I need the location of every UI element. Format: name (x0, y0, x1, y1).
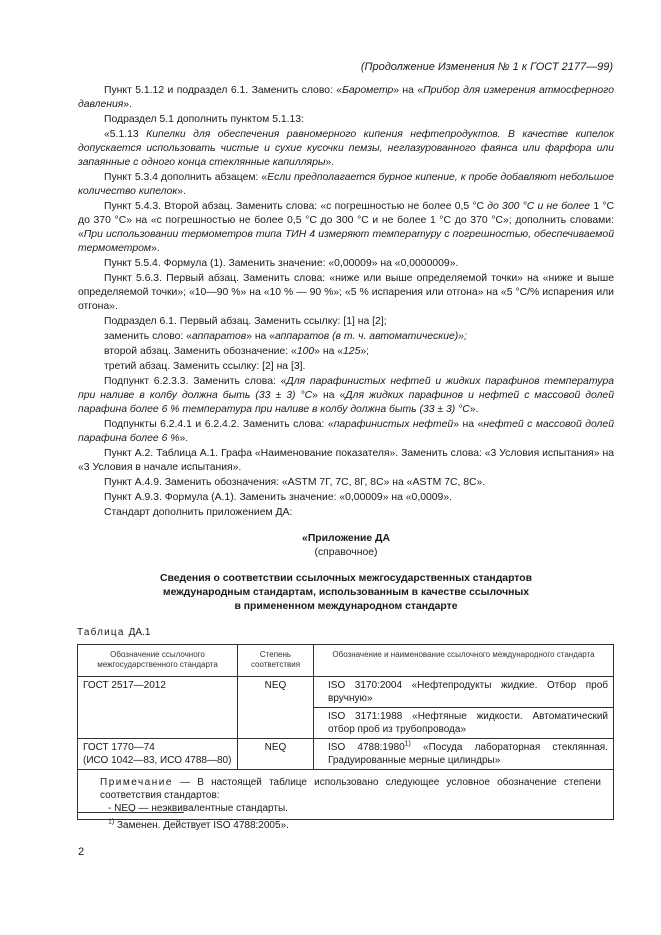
paragraph: Пункт 5.5.4. Формула (1). Заменить значение: «0,00009» на «0,0000009». (104, 258, 459, 269)
column-header: Степень соответствия (238, 645, 314, 677)
table-note: Примечание — В настоящей таблице использовано следующее условное обозначение степени соответствия стандартов: - NEQ — неэквивалентные стандарты. (78, 770, 614, 820)
table-cell: NEQ (238, 677, 314, 739)
footnote: $^{1)}$ Заменен. Действует ISO 4788:2005». (108, 818, 289, 831)
paragraph: Пункт А.2. Таблица А.1. Графа «Наименование показателя». Заменить слова: «3 Условия испытания» на «3 Условия в начале испытания». (78, 448, 614, 473)
table-cell: ISO 3171:1988 «Нефтяные жидкости. Автоматический отбор проб из трубопровода» (314, 708, 614, 739)
paragraph: «5.1.13 Кипелки для обеспечения равномерного кипения нефтепродуктов. В качестве кипелок допускается использовать чистые и сухие кусочки пемзы, неглазурованного фаянса или фарфора или запаянные с одного конца стеклянные капилляры». (78, 129, 614, 168)
running-header: (Продолжение Изменения № 1 к ГОСТ 2177—99) (360, 61, 613, 73)
paragraph: Пункт А.9.3. Формула (А.1). Заменить значение: «0,00009» на «0,0009». (104, 492, 452, 503)
appendix-title: «Приложение ДА (справочное) (78, 532, 614, 560)
table-header-row (78, 645, 614, 677)
paragraph: Подраздел 6.1. Первый абзац. Заменить ссылку: [1] на [2]; (104, 316, 387, 327)
footnote-divider (78, 812, 184, 813)
paragraph: заменить слово: «аппаратов» на «аппаратов (в т. ч. автоматические)»; (104, 331, 467, 342)
paragraph: второй абзац. Заменить обозначение: «100» на «125»; (104, 346, 370, 357)
paragraph: Пункт 5.1.12 и подраздел 6.1. Заменить слово: «Барометр» на «Прибор для измерения атмосферного давления». (78, 85, 614, 110)
column-header: Обозначение и наименование ссылочного международного стандарта (314, 645, 614, 677)
table-cell: ГОСТ 1770—74 (ИСО 1042—83, ИСО 4788—80) (78, 739, 238, 770)
paragraph: Подпункты 6.2.4.1 и 6.2.4.2. Заменить слова: «парафинистых нефтей» на «нефтей с массовой долей парафина более 6 %». (78, 419, 614, 444)
appendix-heading: Сведения о соответствии ссылочных межгосударственных стандартов международным стандартам, использованным в качестве ссылочных в примененном международном стандарте (160, 573, 532, 612)
table-row (78, 739, 614, 770)
paragraph: Пункт 5.4.3. Второй абзац. Заменить слова: «с погрешностью не более 0,5 °С до 300 °С и не более 1 °С до 370 °С» на «с погрешностью не более 0,5 °С до 300 °С и не более 1 °С до 370 °С»; дополнить словами: «При использовании термометров типа ТИН 4 измеряют температуру с погрешностью, обеспечиваемой термометром». (78, 201, 614, 254)
table-row (78, 677, 614, 708)
table-cell: ГОСТ 2517—2012 (78, 677, 238, 739)
paragraph: Стандарт дополнить приложением ДА: (104, 507, 293, 518)
table-cell: NEQ (238, 739, 314, 770)
column-header: Обозначение ссылочного межгосударственного стандарта (78, 645, 238, 677)
paragraph: Пункт А.4.9. Заменить обозначения: «ASTM 7Г, 7С, 8Г, 8С» на «ASTM 7С, 8С». (104, 477, 486, 488)
paragraph: Подраздел 5.1 дополнить пунктом 5.1.13: (104, 114, 304, 125)
appendix-subtitle: (справочное) (314, 547, 378, 558)
paragraph: Пункт 5.6.3. Первый абзац. Заменить слова: «ниже или выше определяемой точки» на «ниже и выше определяемой точки»; «10—90 %» на «10 % — 90 %»; «5 % испарения или отгона» на «5 °С/% испарения или отгона». (78, 273, 614, 312)
paragraph: третий абзац. Заменить ссылку: [2] на [3]. (104, 361, 306, 372)
table-caption: Таблица ДА.1 (77, 627, 151, 638)
page-number: 2 (78, 846, 85, 858)
table-cell: ISO 3170:2004 «Нефтепродукты жидкие. Отбор проб вручную» (314, 677, 614, 708)
document-body (78, 84, 614, 820)
correspondence-table (77, 644, 614, 820)
paragraph: Подпункт 6.2.3.3. Заменить слова: «Для парафинистых нефтей и жидких парафинов температура при наливе в колбу должна быть (33 ± 3) °С» на «Для жидких парафинов и нефтей с массовой долей парафина более 6 % температура при наливе в колбу должна быть (33 ± 3) °С». (78, 376, 615, 415)
footnote-ref: 1) (404, 740, 411, 748)
table-cell: ISO 4788:1980$^{1)}$ «Посуда лабораторная стеклянная. Градуированные мерные цилиндры» (314, 739, 614, 770)
paragraph: Пункт 5.3.4 дополнить абзацем: «Если предполагается бурное кипение, к пробе добавляют небольшое количество кипелок». (78, 172, 614, 197)
